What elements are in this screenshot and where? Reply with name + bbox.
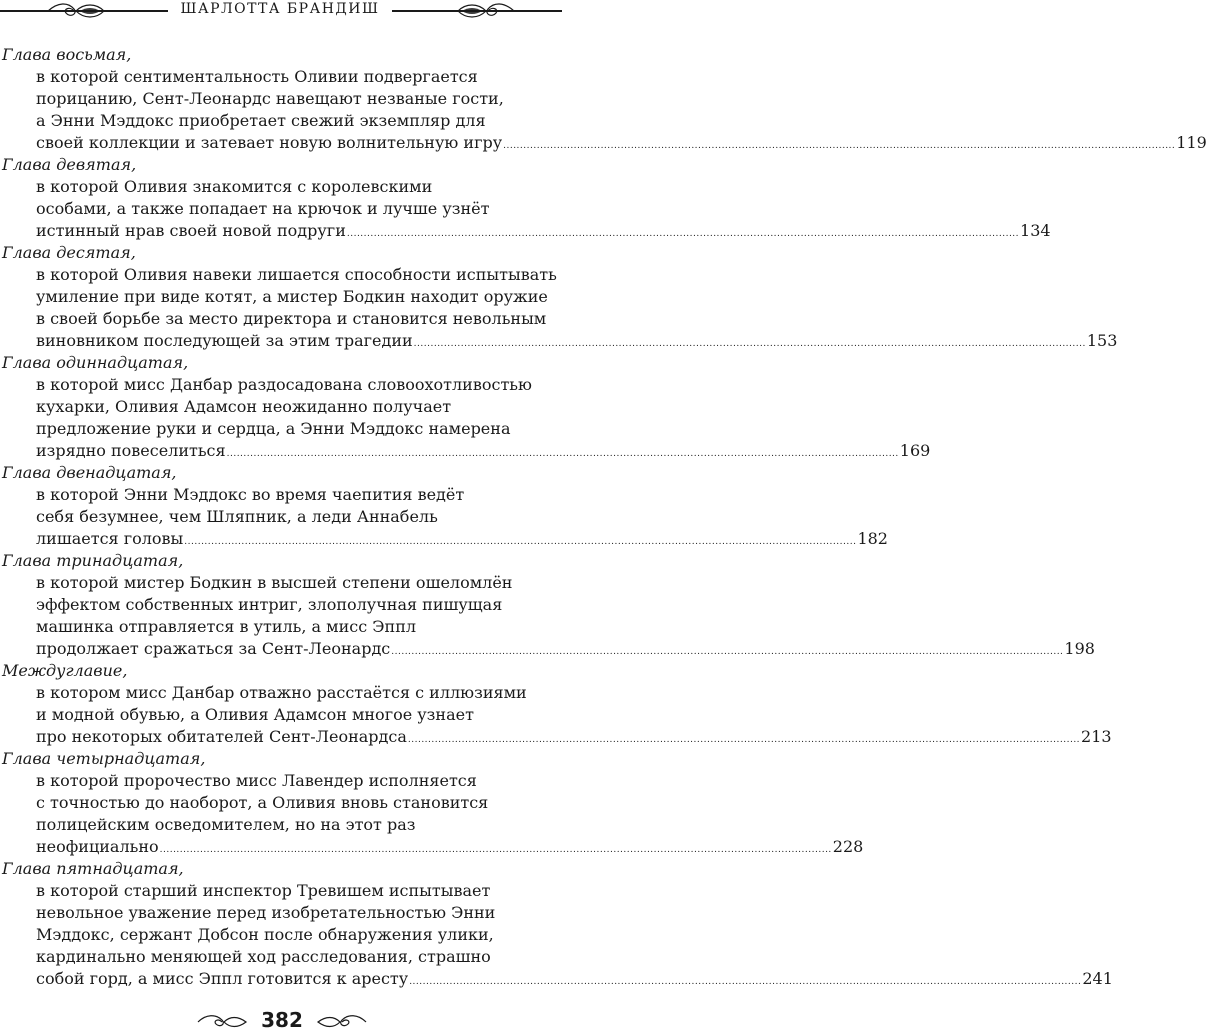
chapter-summary-line: полицейским осведомителем, но на этот раз (36, 815, 416, 834)
chapter-summary-last-line (0, 726, 1112, 748)
chapter-summary-text: изрядно повеселиться (36, 441, 226, 460)
chapter-summary-last-line (0, 836, 864, 858)
chapter-summary-line: себя безумнее, чем Шляпник, а леди Аннабель (36, 507, 438, 526)
chapter-summary-line: в своей борьбе за место директора и становится невольным (36, 309, 547, 328)
chapter-summary-last-line (0, 330, 1118, 352)
chapter-heading: Глава девятая, (2, 155, 137, 174)
toc-entry (0, 44, 1207, 154)
chapter-heading: Глава десятая, (2, 243, 136, 262)
dot-leader: ........................................................................................................................................................................................................ (184, 537, 857, 547)
dot-leader: ........................................................................................................................................................................................................ (159, 845, 832, 855)
flourish-ornament-icon (196, 1012, 248, 1032)
chapter-heading: Глава четырнадцатая, (2, 749, 206, 768)
toc-entry (0, 858, 1113, 990)
chapter-summary-line: и модной обувью, а Оливия Адамсон многое узнает (36, 705, 474, 724)
chapter-summary-line: умиление при виде котят, а мистер Бодкин находит оружие (36, 287, 548, 306)
chapter-summary-line: кухарки, Оливия Адамсон неожиданно получает (36, 397, 452, 416)
dot-leader: ........................................................................................................................................................................................................ (391, 647, 1064, 657)
dot-leader: ........................................................................................................................................................................................................ (407, 735, 1081, 745)
chapter-summary-line: в которой Оливия навеки лишается способности испытывать (36, 265, 557, 284)
chapter-summary-last-line (0, 638, 1095, 660)
running-title: ШАРЛОТТА БРАНДИШ (180, 1, 380, 17)
chapter-summary-line: кардинально меняющей ход расследования, страшно (36, 947, 491, 966)
toc-page-number: 241 (1082, 969, 1113, 988)
chapter-summary-line: в которой мистер Бодкин в высшей степени ошеломлён (36, 573, 513, 592)
chapter-summary-text: про некоторых обитателей Сент-Леонардса (36, 727, 407, 746)
chapter-heading: Глава двенадцатая, (2, 463, 177, 482)
chapter-summary-line: в которой сентиментальность Оливии подвергается (36, 67, 478, 86)
toc-page-number: 198 (1064, 639, 1095, 658)
chapter-summary-text: продолжает сражаться за Сент-Леонардс (36, 639, 391, 658)
toc-entry (0, 462, 888, 550)
chapter-heading: Глава восьмая, (2, 45, 132, 64)
toc-page-number: 182 (857, 529, 888, 548)
chapter-summary-last-line (0, 132, 1207, 154)
toc-entry (0, 748, 864, 858)
dot-leader: ........................................................................................................................................................................................................ (409, 977, 1082, 987)
toc-page-number: 153 (1086, 331, 1118, 350)
flourish-ornament-icon (316, 1012, 368, 1032)
chapter-summary-line: эффектом собственных интриг, злополучная пишущая (36, 595, 503, 614)
chapter-summary-text: своей коллекции и затевает новую волнительную игру (36, 133, 503, 152)
chapter-summary-line: а Энни Мэддокс приобретает свежий экземпляр для (36, 111, 486, 130)
chapter-summary-line: в которой Энни Мэддокс во время чаепития ведёт (36, 485, 465, 504)
chapter-heading: Глава пятнадцатая, (2, 859, 184, 878)
chapter-summary-line: машинка отправляется в утиль, а мисс Эппл (36, 617, 417, 636)
chapter-summary-line: в котором мисс Данбар отважно расстаётся с иллюзиями (36, 683, 527, 702)
toc-entry (0, 352, 931, 462)
flourish-ornament-icon (456, 0, 516, 22)
chapter-summary-line: Мэддокс, сержант Добсон после обнаружения улики, (36, 925, 494, 944)
toc-page-number: 228 (832, 837, 864, 856)
chapter-summary-line: особами, а также попадает на крючок и лучше узнёт (36, 199, 490, 218)
toc-page-number: 119 (1176, 133, 1207, 152)
chapter-heading: Междуглавие, (2, 661, 128, 680)
chapter-summary-text: лишается головы (36, 529, 184, 548)
table-of-contents (0, 44, 1207, 990)
chapter-summary-text: собой горд, а мисс Эппл готовится к аресту (36, 969, 409, 988)
dot-leader: ........................................................................................................................................................................................................ (503, 141, 1176, 151)
chapter-summary-text: виновником последующей за этим трагедии (36, 331, 413, 350)
toc-page-number: 213 (1081, 727, 1112, 746)
chapter-summary-line: с точностью до наоборот, а Оливия вновь становится (36, 793, 489, 812)
chapter-summary-line: предложение руки и сердца, а Энни Мэддокс намерена (36, 419, 511, 438)
chapter-summary-line: в которой Оливия знакомится с королевскими (36, 177, 433, 196)
toc-page-number: 169 (899, 441, 931, 460)
dot-leader: ........................................................................................................................................................................................................ (346, 229, 1020, 239)
chapter-heading: Глава тринадцатая, (2, 551, 184, 570)
chapter-summary-last-line (0, 220, 1051, 242)
toc-entry (0, 660, 1112, 748)
chapter-summary-text: неофициально (36, 837, 159, 856)
toc-page-number: 134 (1020, 221, 1051, 240)
chapter-summary-last-line (0, 528, 888, 550)
chapter-summary-last-line (0, 440, 931, 462)
chapter-heading: Глава одиннадцатая, (2, 353, 189, 372)
running-header (0, 0, 562, 24)
dot-leader: ........................................................................................................................................................................................................ (226, 449, 899, 459)
page-number: 382 (261, 1008, 303, 1032)
chapter-summary-line: в которой старший инспектор Тревишем испытывает (36, 881, 491, 900)
chapter-summary-line: невольное уважение перед изобретательностью Энни (36, 903, 496, 922)
toc-entry (0, 154, 1051, 242)
chapter-summary-line: в которой мисс Данбар раздосадована словоохотливостью (36, 375, 532, 394)
chapter-summary-line: порицанию, Сент-Леонардс навещают незваные гости, (36, 89, 504, 108)
chapter-summary-line: в которой пророчество мисс Лавендер исполняется (36, 771, 477, 790)
toc-entry (0, 550, 1095, 660)
page-footer (0, 1006, 562, 1033)
dot-leader: ........................................................................................................................................................................................................ (413, 339, 1086, 349)
toc-entry (0, 242, 1118, 352)
chapter-summary-text: истинный нрав своей новой подруги (36, 221, 346, 240)
chapter-summary-last-line (0, 968, 1113, 990)
flourish-ornament-icon (46, 0, 106, 22)
